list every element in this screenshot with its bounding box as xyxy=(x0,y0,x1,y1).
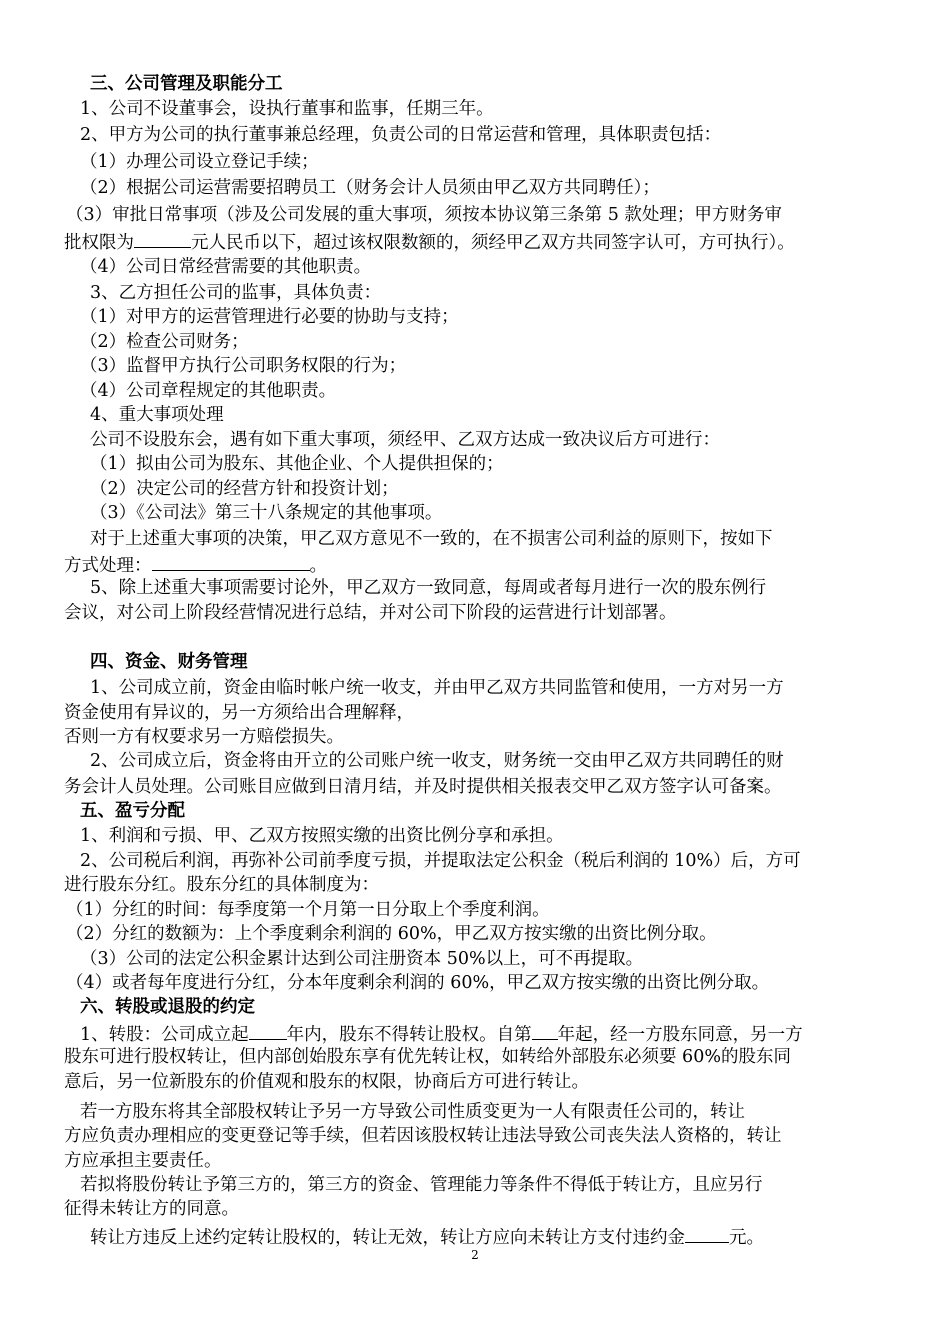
fill-in-blank xyxy=(134,229,191,248)
text-segment: 方式处理： xyxy=(64,556,152,576)
paragraph-line: （3）《公司法》第三十八条规定的其他事项。 xyxy=(90,503,443,523)
paragraph-line: 3、乙方担任公司的监事，具体负责： xyxy=(90,283,382,303)
paragraph-line: 股东可进行股权转让，但内部创始股东享有优先转让权，如转给外部股东必须要 60%的股东同 xyxy=(64,1047,791,1067)
paragraph-line xyxy=(0,1021,950,1045)
paragraph-line: 公司不设股东会，遇有如下重大事项，须经甲、乙双方达成一致决议后方可进行： xyxy=(90,430,720,450)
paragraph-line: （4）公司日常经营需要的其他职责。 xyxy=(80,257,372,277)
paragraph-line: （4）或者每年度进行分红，分本年度剩余利润的 60%，甲乙双方按实缴的出资比例分取。 xyxy=(66,973,770,993)
section-4-heading: 四、资金、财务管理 xyxy=(90,652,248,672)
paragraph-line: 意后，另一位新股东的价值观和股东的权限，协商后方可进行转让。 xyxy=(64,1072,589,1092)
paragraph-line: （1）分红的时间：每季度第一个月第一日分取上个季度利润。 xyxy=(66,900,550,920)
text-segment: 年起，经一方股东同意，另一方 xyxy=(557,1025,803,1045)
paragraph-line: 2、公司成立后，资金将由开立的公司账户统一收支，财务统一交由甲乙双方共同聘任的财 xyxy=(90,751,784,771)
fill-in-blank xyxy=(685,1224,729,1243)
paragraph-line: 1、公司不设董事会，设执行董事和监事，任期三年。 xyxy=(80,99,494,119)
paragraph-line: 征得未转让方的同意。 xyxy=(64,1199,239,1219)
paragraph-line: （1）对甲方的运营管理进行必要的协助与支持； xyxy=(80,307,459,327)
paragraph-line: （2）检查公司财务； xyxy=(80,332,249,352)
text-segment: 转让方违反上述约定转让股权的，转让无效，转让方应向未转让方支付违约金 xyxy=(90,1228,685,1248)
paragraph-line xyxy=(0,1224,950,1248)
text-segment: 元。 xyxy=(729,1228,764,1248)
fill-in-blank xyxy=(249,1021,287,1040)
paragraph-line: 5、除上述重大事项需要讨论外，甲乙双方一致同意，每周或者每月进行一次的股东例行 xyxy=(90,578,767,598)
text-segment: 1、转股：公司成立起 xyxy=(80,1025,249,1045)
paragraph-line: （1）办理公司设立登记手续； xyxy=(80,152,319,172)
paragraph-line: 会议，对公司上阶段经营情况进行总结，并对公司下阶段的运营进行计划部署。 xyxy=(64,603,677,623)
paragraph-line: （3）公司的法定公积金累计达到公司注册资本 50%以上，可不再提取。 xyxy=(80,949,644,969)
paragraph-line: （2）根据公司运营需要招聘员工（财务会计人员须由甲乙双方共同聘任）； xyxy=(80,178,660,198)
paragraph-line: 1、利润和亏损、甲、乙双方按照实缴的出资比例分享和承担。 xyxy=(80,826,564,846)
paragraph-line: 2、公司税后利润，再弥补公司前季度亏损，并提取法定公积金（税后利润的 10%）后，方可 xyxy=(80,851,801,871)
paragraph-line: （3）审批日常事项（涉及公司发展的重大事项，须按本协议第三条第 5 款处理；甲方财务审 xyxy=(66,205,782,225)
paragraph-line: 2、甲方为公司的执行董事兼总经理，负责公司的日常运营和管理，具体职责包括： xyxy=(80,125,722,145)
paragraph-line: 若一方股东将其全部股权转让予另一方导致公司性质变更为一人有限责任公司的，转让 xyxy=(80,1102,745,1122)
paragraph-line: （2）分红的数额为：上个季度剩余利润的 60%，甲乙双方按实缴的出资比例分取。 xyxy=(66,924,717,944)
paragraph-line: 若拟将股份转让予第三方的，第三方的资金、管理能力等条件不得低于转让方，且应另行 xyxy=(80,1175,763,1195)
paragraph-line: 对于上述重大事项的决策，甲乙双方意见不一致的，在不损害公司利益的原则下，按如下 xyxy=(90,529,773,549)
section-5-heading: 五、盈亏分配 xyxy=(80,801,185,821)
text-segment: 。 xyxy=(309,556,327,576)
paragraph-line: 资金使用有异议的，另一方须给出合理解释， xyxy=(64,703,414,723)
paragraph-line: 进行股东分红。股东分红的具体制度为： xyxy=(64,875,379,895)
section-6-heading: 六、转股或退股的约定 xyxy=(80,997,255,1017)
paragraph-line: 方应承担主要责任。 xyxy=(64,1151,222,1171)
paragraph-line: （3）监督甲方执行公司职务权限的行为； xyxy=(80,356,407,376)
paragraph-line: 4、重大事项处理 xyxy=(90,405,224,425)
text-segment: 批权限为 xyxy=(64,233,134,253)
text-segment: 元人民币以下，超过该权限数额的，须经甲乙双方共同签字认可，方可执行）。 xyxy=(191,233,795,253)
fill-in-blank xyxy=(152,552,310,571)
paragraph-line: 务会计人员处理。公司账目应做到日清月结，并及时提供相关报表交甲乙双方签字认可备案。 xyxy=(64,777,782,797)
paragraph-line xyxy=(0,552,950,576)
text-segment: 年内，股东不得转让股权。自第 xyxy=(286,1025,532,1045)
paragraph-line: （2）决定公司的经营方针和投资计划； xyxy=(90,479,399,499)
paragraph-line: （1）拟由公司为股东、其他企业、个人提供担保的； xyxy=(90,454,504,474)
paragraph-line: 否则一方有权要求另一方赔偿损失。 xyxy=(64,727,344,747)
section-3-heading: 三、公司管理及职能分工 xyxy=(90,74,283,94)
paragraph-line xyxy=(0,229,950,253)
paragraph-line: 1、公司成立前，资金由临时帐户统一收支，并由甲乙双方共同监管和使用，一方对另一方 xyxy=(90,678,784,698)
fill-in-blank xyxy=(532,1021,558,1040)
page-number: 2 xyxy=(471,1248,479,1262)
paragraph-line: 方应负责办理相应的变更登记等手续，但若因该股权转让违法导致公司丧失法人资格的，转让 xyxy=(64,1126,782,1146)
paragraph-line: （4）公司章程规定的其他职责。 xyxy=(80,381,337,401)
